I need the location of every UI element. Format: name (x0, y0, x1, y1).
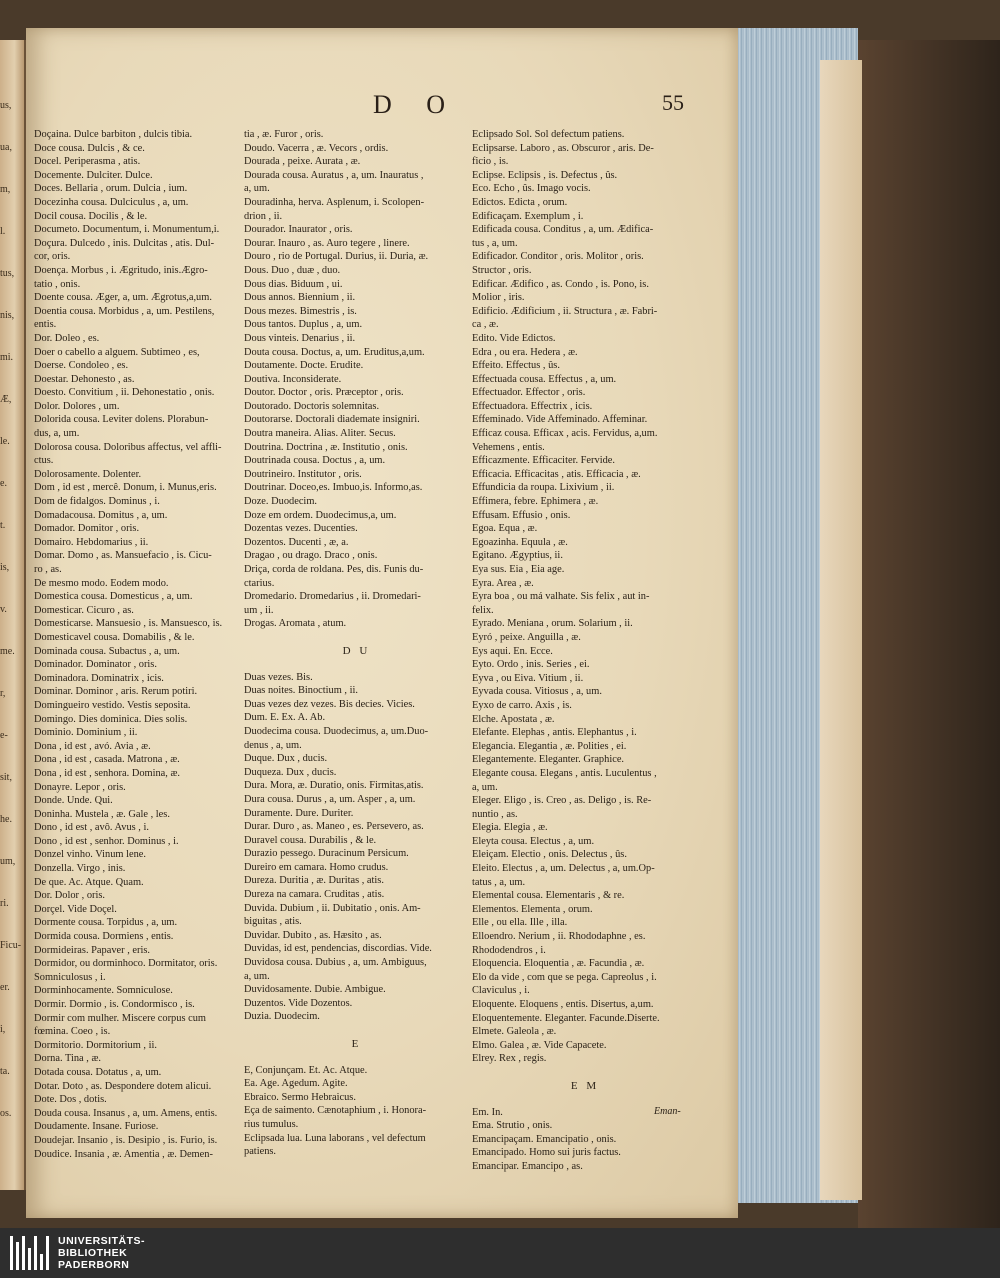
dictionary-entry: Domesticar. Cicuro , as. (34, 604, 134, 616)
dictionary-entry: Dourar. Inauro , as. Auro tegere , linere. (244, 237, 410, 249)
left-page-fragment: he. (0, 814, 12, 825)
dictionary-entry: Duvidas, id est, pendencias, discordias. Vide. (244, 943, 432, 955)
dictionary-entry: Dourada , peixe. Aurata , æ. (244, 156, 361, 168)
dictionary-entry: a, um. (472, 781, 498, 793)
left-page-fragment: i, (0, 1024, 6, 1035)
dictionary-entry: Domingo. Dies dominica. Dies solis. (34, 713, 188, 725)
dictionary-entry: Doçura. Dulcedo , inis. Dulcitas , atis. Dul- (34, 237, 215, 249)
column-left (34, 128, 249, 1161)
dictionary-entry: nuntio , as. (472, 808, 518, 820)
left-page-fragment: le. (0, 436, 10, 447)
left-page-fragment: mi. (0, 352, 14, 363)
dictionary-entry: Douda cousa. Insanus , a, um. Amens, entis. (34, 1107, 218, 1119)
dictionary-entry: Dolorosamente. Dolenter. (34, 468, 142, 480)
dictionary-entry: cor, oris. (34, 251, 71, 263)
dictionary-entry: Docemente. Dulciter. Dulce. (34, 169, 153, 181)
dictionary-entry: Doutrinada cousa. Doctus , a, um. (244, 455, 386, 467)
dictionary-entry: dus, a, um. (34, 428, 80, 440)
dictionary-entry: tia , æ. Furor , oris. (244, 129, 324, 140)
dictionary-entry: Dona , id est , casada. Matrona , æ. (34, 754, 180, 766)
dictionary-entry: Dozentos. Ducenti , æ, a. (244, 536, 349, 548)
dictionary-entry: ctus. (34, 455, 54, 467)
left-page-fragment: e. (0, 478, 7, 489)
left-page-fragment: m, (0, 184, 11, 195)
dictionary-entry: ctarius. (244, 577, 275, 589)
dictionary-entry: Docel. Periperasma , atis. (34, 156, 141, 168)
dictionary-entry: Elegancia. Elegantia , æ. Polities , ei. (472, 740, 627, 752)
dictionary-entry: Elche. Apostata , æ. (472, 713, 555, 725)
section-heading-em: E M (570, 1079, 600, 1092)
dictionary-entry: Duas vezes. Bis. (244, 671, 313, 683)
dictionary-entry: a, um. (244, 970, 270, 982)
dictionary-entry: Doutorado. Doctoris solemnitas. (244, 400, 380, 412)
dictionary-entry: felix. (472, 604, 494, 616)
left-page-fragment: ta. (0, 1066, 10, 1077)
dictionary-entry: Elegia. Elegia , æ. (472, 822, 548, 834)
dictionary-entry: Doutamente. Docte. Erudite. (244, 360, 364, 372)
dictionary-entry: Douradinha, herva. Asplenum, i. Scolopen- (244, 196, 425, 208)
dictionary-entry: Elmo. Galea , æ. Vide Capacete. (472, 1039, 607, 1051)
dictionary-entry: Elrey. Rex , regis. (472, 1053, 547, 1065)
dictionary-entry: Edificador. Conditor , oris. Molitor , oris. (472, 251, 644, 263)
dictionary-entry: Emancipado. Homo sui juris factus. (472, 1147, 621, 1159)
left-page-fragment: tus, (0, 268, 15, 279)
dictionary-entry: Duzia. Duodecim. (244, 1011, 320, 1023)
dictionary-entry: Effimera, febre. Ephimera , æ. (472, 496, 599, 508)
dictionary-entry: Doudo. Vacerra , æ. Vecors , ordis. (244, 142, 389, 154)
dictionary-entry: Eça de saimento. Cænotaphium , i. Honora- (244, 1105, 427, 1117)
dictionary-entry: Domestica cousa. Domesticus , a, um. (34, 591, 193, 603)
dictionary-entry: Duodecima cousa. Duodecimus, a, um.Duo- (244, 725, 429, 737)
dictionary-entry: Driça, corda de roldana. Pes, dis. Funis du- (244, 564, 424, 575)
dictionary-page (26, 28, 738, 1218)
library-logo-icon (10, 1236, 54, 1270)
dictionary-entry: Egoazinha. Equula , æ. (472, 536, 568, 548)
dictionary-entry: patiens. (244, 1146, 277, 1158)
dictionary-entry: Effectuadora. Effectrix , icis. (472, 400, 593, 412)
dictionary-entry: Doze em ordem. Duodecimus,a, um. (244, 509, 397, 521)
dictionary-entry: Dom , id est , mercê. Donum, i. Munus,eris. (34, 482, 217, 494)
left-page-fragment: um, (0, 856, 16, 867)
dictionary-entry: Dominio. Dominium , ii. (34, 727, 138, 739)
dictionary-entry: Elo da vide , com que se pega. Capreolus , i. (472, 971, 657, 983)
dictionary-entry: Dominadora. Dominatrix , icis. (34, 672, 164, 684)
dictionary-entry: tus , a, um. (472, 237, 518, 249)
dictionary-entry: Eys aqui. En. Ecce. (472, 645, 553, 657)
dictionary-entry: Donde. Unde. Qui. (34, 795, 113, 807)
section-heading-du: D U (342, 644, 371, 657)
dictionary-entry: Dom de fidalgos. Dominus , i. (34, 496, 160, 508)
dictionary-entry: Dor. Doleo , es. (34, 332, 100, 344)
dictionary-entry: Duvidar. Dubito , as. Hæsito , as. (244, 929, 382, 941)
dictionary-entry: Duque. Dux , ducis. (244, 753, 328, 765)
dictionary-entry: Dolor. Dolores , um. (34, 400, 120, 412)
dictionary-entry: Doce cousa. Dulcis , & ce. (34, 142, 145, 154)
dictionary-entry: Edictos. Edicta , orum. (472, 196, 568, 208)
dictionary-entry: Edificar. Ædifico , as. Condo , is. Pono, is. (472, 278, 649, 290)
dictionary-entry: Duramente. Dure. Duriter. (244, 807, 354, 819)
dictionary-entry: Effectuada cousa. Effectus , a, um. (472, 373, 617, 385)
catchword: Eman- (654, 1106, 681, 1117)
dictionary-entry: Durazio pessego. Duracinum Persicum. (244, 848, 409, 860)
book-cover-edge (858, 40, 1000, 1228)
dictionary-entry: Elloendro. Nerium , ii. Rhododaphne , es. (472, 931, 646, 943)
left-page-fragment: nis, (0, 310, 15, 321)
dictionary-entry: Eloquente. Eloquens , entis. Disertus, a,um. (472, 999, 654, 1010)
dictionary-entry: Duzentos. Vide Dozentos. (244, 997, 353, 1009)
dictionary-entry: Elemental cousa. Elementaris , & re. (472, 890, 625, 902)
dictionary-entry: Ema. Strutio , onis. (472, 1120, 553, 1132)
dictionary-entry: Douro , rio de Portugal. Durius, ii. Duria, æ. (244, 251, 429, 263)
dictionary-entry: Dureza. Duritia , æ. Duritas , atis. (244, 875, 384, 887)
dictionary-entry: Dormir com mulher. Miscere corpus cum (34, 1012, 206, 1024)
left-page-fragment: os. (0, 1108, 12, 1119)
dictionary-entry: Dureza na camara. Cruditas , atis. (244, 889, 385, 901)
left-page-fragment: Ficu- (0, 940, 22, 951)
page-header (26, 90, 738, 120)
dictionary-entry: fœmina. Coeo , is. (34, 1026, 111, 1038)
dictionary-entry: Structor , oris. (472, 264, 532, 276)
dictionary-entry: Doudejar. Insanio , is. Desipio , is. Furio, is. (34, 1134, 218, 1146)
dictionary-entry: Dura. Mora, æ. Duratio, onis. Firmitas,atis. (244, 780, 424, 792)
dictionary-entry: Doutiva. Inconsiderate. (244, 373, 342, 385)
dictionary-entry: Edificada cousa. Conditus , a, um. Ædifica- (472, 224, 654, 236)
dictionary-entry: denus , a, um. (244, 739, 302, 751)
dictionary-entry: Eloquencia. Eloquentia , æ. Facundia , æ. (472, 958, 645, 970)
dictionary-entry: Somniculosus , i. (34, 971, 106, 983)
dictionary-entry: Elmete. Galeola , æ. (472, 1026, 557, 1038)
dictionary-entry: Dorna. Tina , æ. (34, 1053, 101, 1065)
dictionary-entry: Eclipsada lua. Luna laborans , vel defectum (244, 1132, 426, 1144)
dictionary-entry: Doutrinar. Doceo,es. Imbuo,is. Informo,as. (244, 482, 423, 494)
dictionary-entry: Eyra boa , ou má valhate. Sis felix , aut in- (472, 591, 650, 603)
dictionary-entry: Emancipar. Emancipo , as. (472, 1160, 583, 1172)
dictionary-entry: Effusam. Effusio , onis. (472, 509, 571, 521)
left-page-fragment: ua, (0, 142, 12, 153)
dictionary-entry: Elegantemente. Eleganter. Graphice. (472, 754, 625, 766)
dictionary-entry: Eyvada cousa. Vitiosus , a, um. (472, 686, 602, 698)
left-page-fragment: ri. (0, 898, 9, 909)
dictionary-entry: Elle , ou ella. Ille , illa. (472, 917, 568, 929)
dictionary-entry: Eco. Echo , ûs. Imago vocis. (472, 183, 591, 195)
dictionary-entry: Donayre. Lepor , oris. (34, 781, 126, 793)
dictionary-entry: Edificio. Ædificium , ii. Structura , æ. Fabri- (472, 305, 658, 317)
dictionary-entry: Dormente cousa. Torpidus , a, um. (34, 917, 178, 929)
dictionary-entry: Doerse. Condoleo , es. (34, 360, 129, 372)
dictionary-entry: Eclipse. Eclipsis , is. Defectus , ûs. (472, 169, 618, 181)
left-page-fragment: er. (0, 982, 10, 993)
dictionary-entry: Duravel cousa. Durabilis , & le. (244, 834, 377, 846)
dictionary-entry: Dous dias. Biduum , ui. (244, 278, 343, 290)
dictionary-entry: Doentia cousa. Morbidus , a, um. Pestilens, (34, 305, 215, 317)
page-block-inner-edge (820, 60, 862, 1200)
dictionary-entry: Eyra. Area , æ. (472, 577, 534, 589)
dictionary-entry: Dona , id est , senhora. Domina, æ. (34, 767, 181, 779)
left-page-fragment: me. (0, 646, 15, 657)
dictionary-entry: Eloquentemente. Eleganter. Facunde.Diserte. (472, 1012, 660, 1024)
dictionary-entry: Effectuador. Effector , oris. (472, 387, 586, 399)
dictionary-entry: Douta cousa. Doctus, a, um. Eruditus,a,um. (244, 346, 425, 358)
left-page-fragment: e- (0, 730, 8, 741)
dictionary-entry: Domingueiro vestido. Vestis seposita. (34, 699, 191, 711)
dictionary-entry: Dor. Dolor , oris. (34, 890, 105, 902)
dictionary-entry: Dormidor, ou dorminhoco. Dormitator, oris. (34, 958, 218, 970)
dictionary-entry: Domadacousa. Domitus , a, um. (34, 509, 168, 521)
dictionary-entry: Eleiçam. Electio , onis. Delectus , ûs. (472, 849, 627, 861)
dictionary-entry: Doestar. Dehonesto , as. (34, 373, 135, 385)
dictionary-entry: De que. Ac. Atque. Quam. (34, 876, 144, 888)
dictionary-entry: ro , as. (34, 564, 62, 575)
dictionary-entry: Edificaçam. Exemplum , i. (472, 210, 584, 222)
dictionary-entry: Ebraico. Sermo Hebraicus. (244, 1091, 356, 1103)
dictionary-entry: Eyxo de carro. Axis , is. (472, 699, 572, 711)
left-page-edge (0, 40, 26, 1190)
left-page-fragment: is, (0, 562, 10, 573)
dictionary-entry: Eleyta cousa. Electus , a, um. (472, 835, 595, 847)
dictionary-entry: Doesto. Convitium , ii. Dehonestatio , onis. (34, 387, 215, 399)
dictionary-entry: Molior , iris. (472, 292, 525, 304)
library-footer (0, 1228, 1000, 1278)
running-title: D O (372, 90, 460, 119)
dictionary-entry: Domador. Domitor , oris. (34, 523, 140, 535)
dictionary-entry: drion , ii. (244, 210, 283, 222)
dictionary-entry: Efficaz cousa. Efficax , acis. Fervidus, a,um. (472, 428, 658, 440)
dictionary-entry: Dote. Dos , dotis. (34, 1094, 107, 1106)
dictionary-entry: Domar. Domo , as. Mansuefacio , is. Cicu- (34, 550, 212, 562)
dictionary-entry: Doutrineiro. Institutor , oris. (244, 468, 362, 480)
left-page-fragment: Æ, (0, 394, 12, 405)
dictionary-entry: Egitano. Ægyptius, ii. (472, 550, 563, 562)
dictionary-entry: Elegante cousa. Elegans , antis. Luculentus , (472, 767, 657, 779)
dictionary-entry: Dromedario. Dromedarius , ii. Dromedari- (244, 591, 421, 603)
dictionary-entry: biguitas , atis. (244, 916, 302, 928)
dictionary-entry: rius tumulus. (244, 1118, 299, 1130)
dictionary-entry: Dotar. Doto , as. Despondere dotem alicui. (34, 1080, 212, 1092)
dictionary-entry: Duvidosamente. Dubie. Ambigue. (244, 984, 386, 996)
dictionary-entry: Durar. Duro , as. Maneo , es. Persevero, as. (244, 821, 424, 833)
dictionary-entry: Elementos. Elementa , orum. (472, 903, 593, 915)
left-page-fragment: l. (0, 226, 6, 237)
dictionary-entry: Elefante. Elephas , antis. Elephantus , i. (472, 727, 637, 739)
logo-line-3: PADERBORN (58, 1259, 130, 1271)
left-page-fragment: us, (0, 100, 12, 111)
dictionary-entry: Efficazmente. Efficaciter. Fervide. (472, 455, 615, 467)
dictionary-entry: Dono , id est , senhor. Dominus , i. (34, 835, 179, 847)
dictionary-entry: Dous. Duo , duæ , duo. (244, 264, 341, 276)
dictionary-entry: Domesticavel cousa. Domabilis , & le. (34, 631, 195, 643)
left-page-fragment: v. (0, 604, 7, 615)
dictionary-entry: Emancipaçam. Emancipatio , onis. (472, 1133, 617, 1145)
dictionary-entry: Dous vinteis. Denarius , ii. (244, 332, 356, 344)
dictionary-entry: Eya sus. Eia , Eia age. (472, 564, 565, 575)
dictionary-entry: Doninha. Mustela , æ. Gale , les. (34, 808, 170, 820)
dictionary-entry: Dum. E. Ex. A. Ab. (244, 712, 326, 724)
dictionary-entry: Dragao , ou drago. Draco , onis. (244, 550, 378, 562)
dictionary-entry: Effundicia da roupa. Lixivium , ii. (472, 482, 615, 494)
dictionary-entry: Dous mezes. Bimestris , is. (244, 305, 357, 317)
dictionary-entry: Dorminhocamente. Somniculose. (34, 985, 173, 997)
dictionary-entry: Dourador. Inaurator , oris. (244, 224, 353, 236)
dictionary-entry: Vehemens , entis. (472, 441, 545, 453)
logo-line-2: BIBLIOTHEK (58, 1247, 128, 1259)
dictionary-entry: De mesmo modo. Eodem modo. (34, 577, 169, 589)
logo-line-1: UNIVERSITÄTS- (58, 1235, 146, 1247)
dictionary-entry: Doutorarse. Doctorali diademate insigniri. (244, 414, 420, 426)
dictionary-entry: Duas vezes dez vezes. Bis decies. Vicies. (244, 698, 415, 710)
dictionary-entry: Eyva , ou Eiva. Vitium , ii. (472, 672, 584, 684)
page-number: 55 (662, 90, 684, 115)
dictionary-entry: Doces. Bellaria , orum. Dulcia , ium. (34, 183, 188, 195)
dictionary-entry: Domairo. Hebdomarius , ii. (34, 536, 149, 548)
section-heading-e: E (351, 1038, 362, 1050)
dictionary-entry: Dolorida cousa. Leviter dolens. Plorabun- (34, 414, 209, 426)
dictionary-entry: Doudamente. Insane. Furiose. (34, 1121, 159, 1133)
dictionary-entry: entis. (34, 319, 57, 331)
dictionary-entry: Eleito. Electus , a, um. Delectus , a, um.Op- (472, 863, 655, 875)
dictionary-entry: Dormideiras. Papaver , eris. (34, 944, 150, 956)
dictionary-entry: Efficacia. Efficacitas , atis. Efficacia , æ. (472, 468, 641, 480)
dictionary-entry: Dominar. Dominor , aris. Rerum potiri. (34, 686, 198, 698)
dictionary-entry: Docil cousa. Docilis , & le. (34, 210, 148, 222)
dictionary-entry: Doçaina. Dulce barbiton , dulcis tibia. (34, 129, 193, 140)
dictionary-entry: Dozentas vezes. Ducenties. (244, 523, 358, 535)
dictionary-entry: Doudice. Insania , æ. Amentia , æ. Demen- (34, 1148, 213, 1160)
dictionary-entry: Domesticarse. Mansuesio , is. Mansuesco, is. (34, 618, 223, 630)
dictionary-entry: Dominador. Dominator , oris. (34, 659, 157, 671)
dictionary-entry: Rhododendros , i. (472, 944, 546, 956)
dictionary-entry: Dous tantos. Duplus , a, um. (244, 319, 363, 331)
dictionary-entry: Doutra maneira. Alias. Aliter. Secus. (244, 428, 396, 440)
dictionary-entry: Dureiro em camara. Homo crudus. (244, 861, 389, 873)
dictionary-entry: Eclipsarse. Laboro , as. Obscuror , aris. De- (472, 142, 654, 154)
dictionary-entry: Donzella. Virgo , inis. (34, 863, 126, 875)
dictionary-entry: um , ii. (244, 604, 274, 616)
dictionary-entry: Dormir. Dormio , is. Condormisco , is. (34, 999, 195, 1010)
left-page-fragment: sit, (0, 772, 12, 783)
dictionary-entry: Duvidosa cousa. Dubius , a, um. Ambiguus, (244, 957, 427, 969)
dictionary-entry: Claviculus , i. (472, 985, 530, 997)
dictionary-entry: Eclipsado Sol. Sol defectum patiens. (472, 129, 625, 140)
dictionary-entry: Ea. Age. Agedum. Agite. (244, 1078, 348, 1090)
dictionary-entry: Dous annos. Biennium , ii. (244, 292, 356, 304)
dictionary-entry: E, Conjunçam. Et. Ac. Atque. (244, 1064, 368, 1076)
dictionary-entry: Documeto. Documentum, i. Monumentum,i. (34, 224, 220, 236)
dictionary-entry: Doença. Morbus , i. Ægritudo, inis.Ægro- (34, 264, 208, 276)
dictionary-entry: Duqueza. Dux , ducis. (244, 766, 337, 778)
dictionary-entry: Edra , ou era. Hedera , æ. (472, 346, 578, 358)
dictionary-entry: Duvida. Dubium , ii. Dubitatio , onis. Am- (244, 902, 421, 914)
dictionary-entry: Dolorosa cousa. Doloribus affectus, vel affli- (34, 441, 222, 453)
dictionary-entry: Egoa. Equa , æ. (472, 523, 538, 535)
dictionary-entry: Dominada cousa. Subactus , a, um. (34, 645, 180, 657)
dictionary-entry: Doer o cabello a alguem. Subtimeo , es, (34, 346, 200, 358)
dictionary-entry: Duas noites. Binoctium , ii. (244, 685, 359, 697)
dictionary-entry: Eyró , peixe. Anguilla , æ. (472, 631, 581, 643)
dictionary-entry: Dormida cousa. Dormiens , entis. (34, 931, 174, 943)
dictionary-entry: a, um. (244, 183, 270, 195)
dictionary-entry: Dourada cousa. Auratus , a, um. Inauratus , (244, 169, 424, 181)
dictionary-entry: tatus , a, um. (472, 876, 526, 888)
library-logo-text (58, 1235, 145, 1271)
dictionary-entry: Donzel vinho. Vinum lene. (34, 849, 147, 861)
column-right (472, 128, 698, 1174)
left-page-fragment: t. (0, 520, 6, 531)
dictionary-entry: Effeminado. Vide Affeminado. Affeminar. (472, 414, 648, 426)
dictionary-entry: Doze. Duodecim. (244, 496, 317, 508)
dictionary-entry: Dona , id est , avó. Avia , æ. (34, 740, 151, 752)
dictionary-entry: Dormitorio. Dormitorium , ii. (34, 1039, 157, 1051)
dictionary-entry: tatio , onis. (34, 278, 81, 290)
dictionary-entry: ca , æ. (472, 319, 499, 331)
left-page-fragment: r, (0, 688, 6, 699)
dictionary-entry: Doutor. Doctor , oris. Præceptor , oris. (244, 387, 404, 399)
dictionary-entry: Em. In. (472, 1106, 503, 1118)
dictionary-entry: Eyrado. Meniana , orum. Solarium , ii. (472, 618, 633, 630)
dictionary-entry: Dono , id est , avô. Avus , i. (34, 822, 149, 834)
dictionary-entry: Docezinha cousa. Dulciculus , a, um. (34, 196, 189, 208)
dictionary-entry: Drogas. Aromata , atum. (244, 618, 347, 630)
dictionary-entry: Eleger. Eligo , is. Creo , as. Deligo , is. Re- (472, 795, 652, 807)
dictionary-entry: Dura cousa. Durus , a, um. Asper , a, um. (244, 793, 416, 805)
dictionary-entry: Dotada cousa. Dotatus , a, um. (34, 1066, 162, 1078)
dictionary-entry: Doente cousa. Æger, a, um. Ægrotus,a,um. (34, 292, 212, 304)
dictionary-entry: Edito. Vide Edictos. (472, 332, 556, 344)
dictionary-entry: Eyto. Ordo , inis. Series , ei. (472, 659, 590, 671)
dictionary-entry: Doutrina. Doctrina , æ. Institutio , onis. (244, 441, 408, 453)
dictionary-entry: Dorçel. Vide Doçel. (34, 903, 117, 915)
dictionary-entry: Effeito. Effectus , ûs. (472, 360, 560, 372)
dictionary-entry: ficio , is. (472, 156, 509, 168)
column-middle (244, 128, 469, 1159)
